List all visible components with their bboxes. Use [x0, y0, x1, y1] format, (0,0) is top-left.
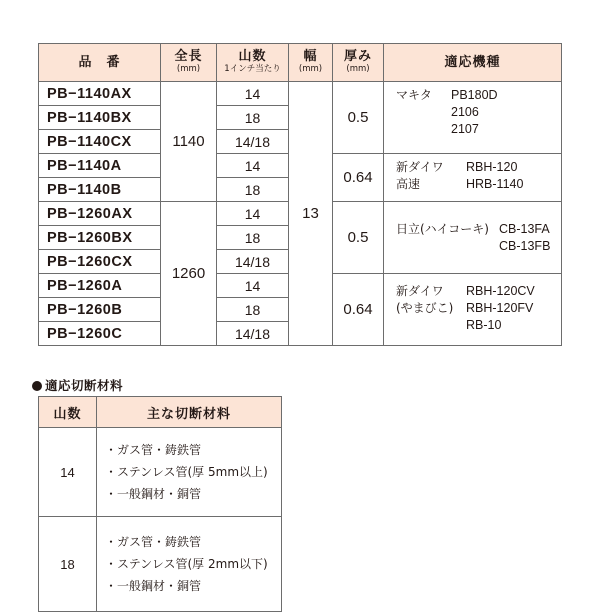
- teeth-cell: 18: [217, 298, 289, 322]
- material-item: ・一般鋼材・銅管: [105, 579, 202, 593]
- thickness-cell: 0.5: [333, 82, 384, 154]
- machine-cell: [384, 154, 562, 202]
- header-length: [161, 44, 217, 82]
- materials-section-title: [32, 376, 123, 394]
- materials-cell: [97, 428, 282, 517]
- machine-brand-line: 新ダイワ: [396, 160, 444, 174]
- header-teeth: [217, 44, 289, 82]
- machine-model: 2106: [451, 105, 479, 119]
- machine-models: [499, 221, 550, 255]
- machine-brand: [396, 159, 466, 193]
- teeth-cell: 14: [217, 82, 289, 106]
- length-cell: 1260: [161, 202, 217, 346]
- part-number: PB−1260A: [39, 274, 161, 298]
- header-width-label: 幅: [303, 49, 318, 64]
- machine-line: [396, 159, 561, 193]
- teeth-cell: 18: [217, 226, 289, 250]
- materials-cell: [97, 517, 282, 612]
- machine-line: [396, 87, 561, 138]
- header-part-number: [39, 44, 161, 82]
- part-number: PB−1260B: [39, 298, 161, 322]
- teeth-cell: 14/18: [217, 250, 289, 274]
- teeth-cell: 14: [217, 202, 289, 226]
- teeth-cell: 18: [39, 517, 97, 612]
- machine-brand-line: (やまびこ): [396, 301, 454, 315]
- header-length-label: 全長: [174, 49, 203, 64]
- header-thickness-label: 厚み: [343, 49, 372, 64]
- material-item: ・ステンレス管(厚 5mm以上): [105, 465, 268, 479]
- thickness-cell: 0.64: [333, 274, 384, 346]
- teeth-cell: 18: [217, 106, 289, 130]
- teeth-cell: 14/18: [217, 130, 289, 154]
- table-row: [39, 82, 562, 106]
- header-teeth: 山数: [39, 397, 97, 428]
- machine-line: [396, 221, 561, 255]
- machine-line: [396, 283, 561, 334]
- header-width-unit: (mm): [298, 64, 323, 74]
- header-thickness: [333, 44, 384, 82]
- header-teeth-unit: 1インチ当たり: [224, 64, 281, 74]
- part-number: PB−1260CX: [39, 250, 161, 274]
- machine-brand: [396, 283, 466, 334]
- header-machines-label: 適応機種: [444, 54, 501, 70]
- spec-header-row: [39, 44, 562, 82]
- machine-models: [451, 87, 498, 138]
- length-cell: 1140: [161, 82, 217, 202]
- materials-title-text: 適応切断材料: [45, 378, 124, 393]
- part-number: PB−1260BX: [39, 226, 161, 250]
- machine-model: RBH-120: [466, 160, 518, 174]
- material-item: ・一般鋼材・銅管: [105, 487, 202, 501]
- material-item: ・ステンレス管(厚 2mm以下): [105, 557, 268, 571]
- thickness-cell: 0.5: [333, 202, 384, 274]
- materials-header-row: [39, 397, 282, 428]
- part-number: PB−1140A: [39, 154, 161, 178]
- teeth-cell: 14/18: [217, 322, 289, 346]
- machine-model: 2107: [451, 122, 479, 136]
- width-cell: 13: [289, 82, 333, 346]
- machine-brand: マキタ: [396, 88, 432, 102]
- bullet-icon: [32, 381, 42, 391]
- machine-model: HRB-1140: [466, 177, 524, 191]
- material-item: ・ガス管・鋳鉄管: [105, 535, 202, 549]
- spec-table: [38, 43, 562, 346]
- machine-models: [466, 159, 523, 193]
- machine-model: CB-13FA: [499, 221, 550, 236]
- machine-model: RBH-120CV: [466, 284, 535, 298]
- machine-brand-line: 高速: [396, 177, 421, 191]
- header-teeth-label: 山数: [238, 49, 267, 64]
- machine-cell: [384, 82, 562, 154]
- header-materials: 主な切断材料: [97, 397, 282, 428]
- part-number: PB−1140BX: [39, 106, 161, 130]
- part-number: PB−1140B: [39, 178, 161, 202]
- machine-model: PB180D: [451, 88, 498, 102]
- materials-table: [38, 396, 282, 612]
- machine-models: [466, 283, 535, 334]
- part-number: PB−1260AX: [39, 202, 161, 226]
- teeth-cell: 18: [217, 178, 289, 202]
- teeth-cell: 14: [217, 274, 289, 298]
- teeth-cell: 14: [217, 154, 289, 178]
- machine-brand-line: 新ダイワ: [396, 284, 444, 298]
- header-machines: [384, 44, 562, 82]
- table-row: [39, 517, 282, 612]
- material-item: ・ガス管・鋳鉄管: [105, 443, 202, 457]
- teeth-cell: 14: [39, 428, 97, 517]
- machine-model: RB-10: [466, 318, 502, 332]
- machine-cell: [384, 202, 562, 274]
- thickness-cell: 0.64: [333, 154, 384, 202]
- header-part-number-label: 品 番: [78, 54, 121, 70]
- table-row: [39, 428, 282, 517]
- header-length-unit: (mm): [176, 64, 201, 74]
- part-number: PB−1140CX: [39, 130, 161, 154]
- machine-model: CB-13FB: [499, 238, 551, 253]
- machine-model: RBH-120FV: [466, 301, 534, 315]
- machine-brand: 日立(ハイコーキ): [396, 221, 489, 236]
- part-number: PB−1140AX: [39, 82, 161, 106]
- header-width: [289, 44, 333, 82]
- header-thickness-unit: (mm): [346, 64, 370, 74]
- machine-cell: [384, 274, 562, 346]
- part-number: PB−1260C: [39, 322, 161, 346]
